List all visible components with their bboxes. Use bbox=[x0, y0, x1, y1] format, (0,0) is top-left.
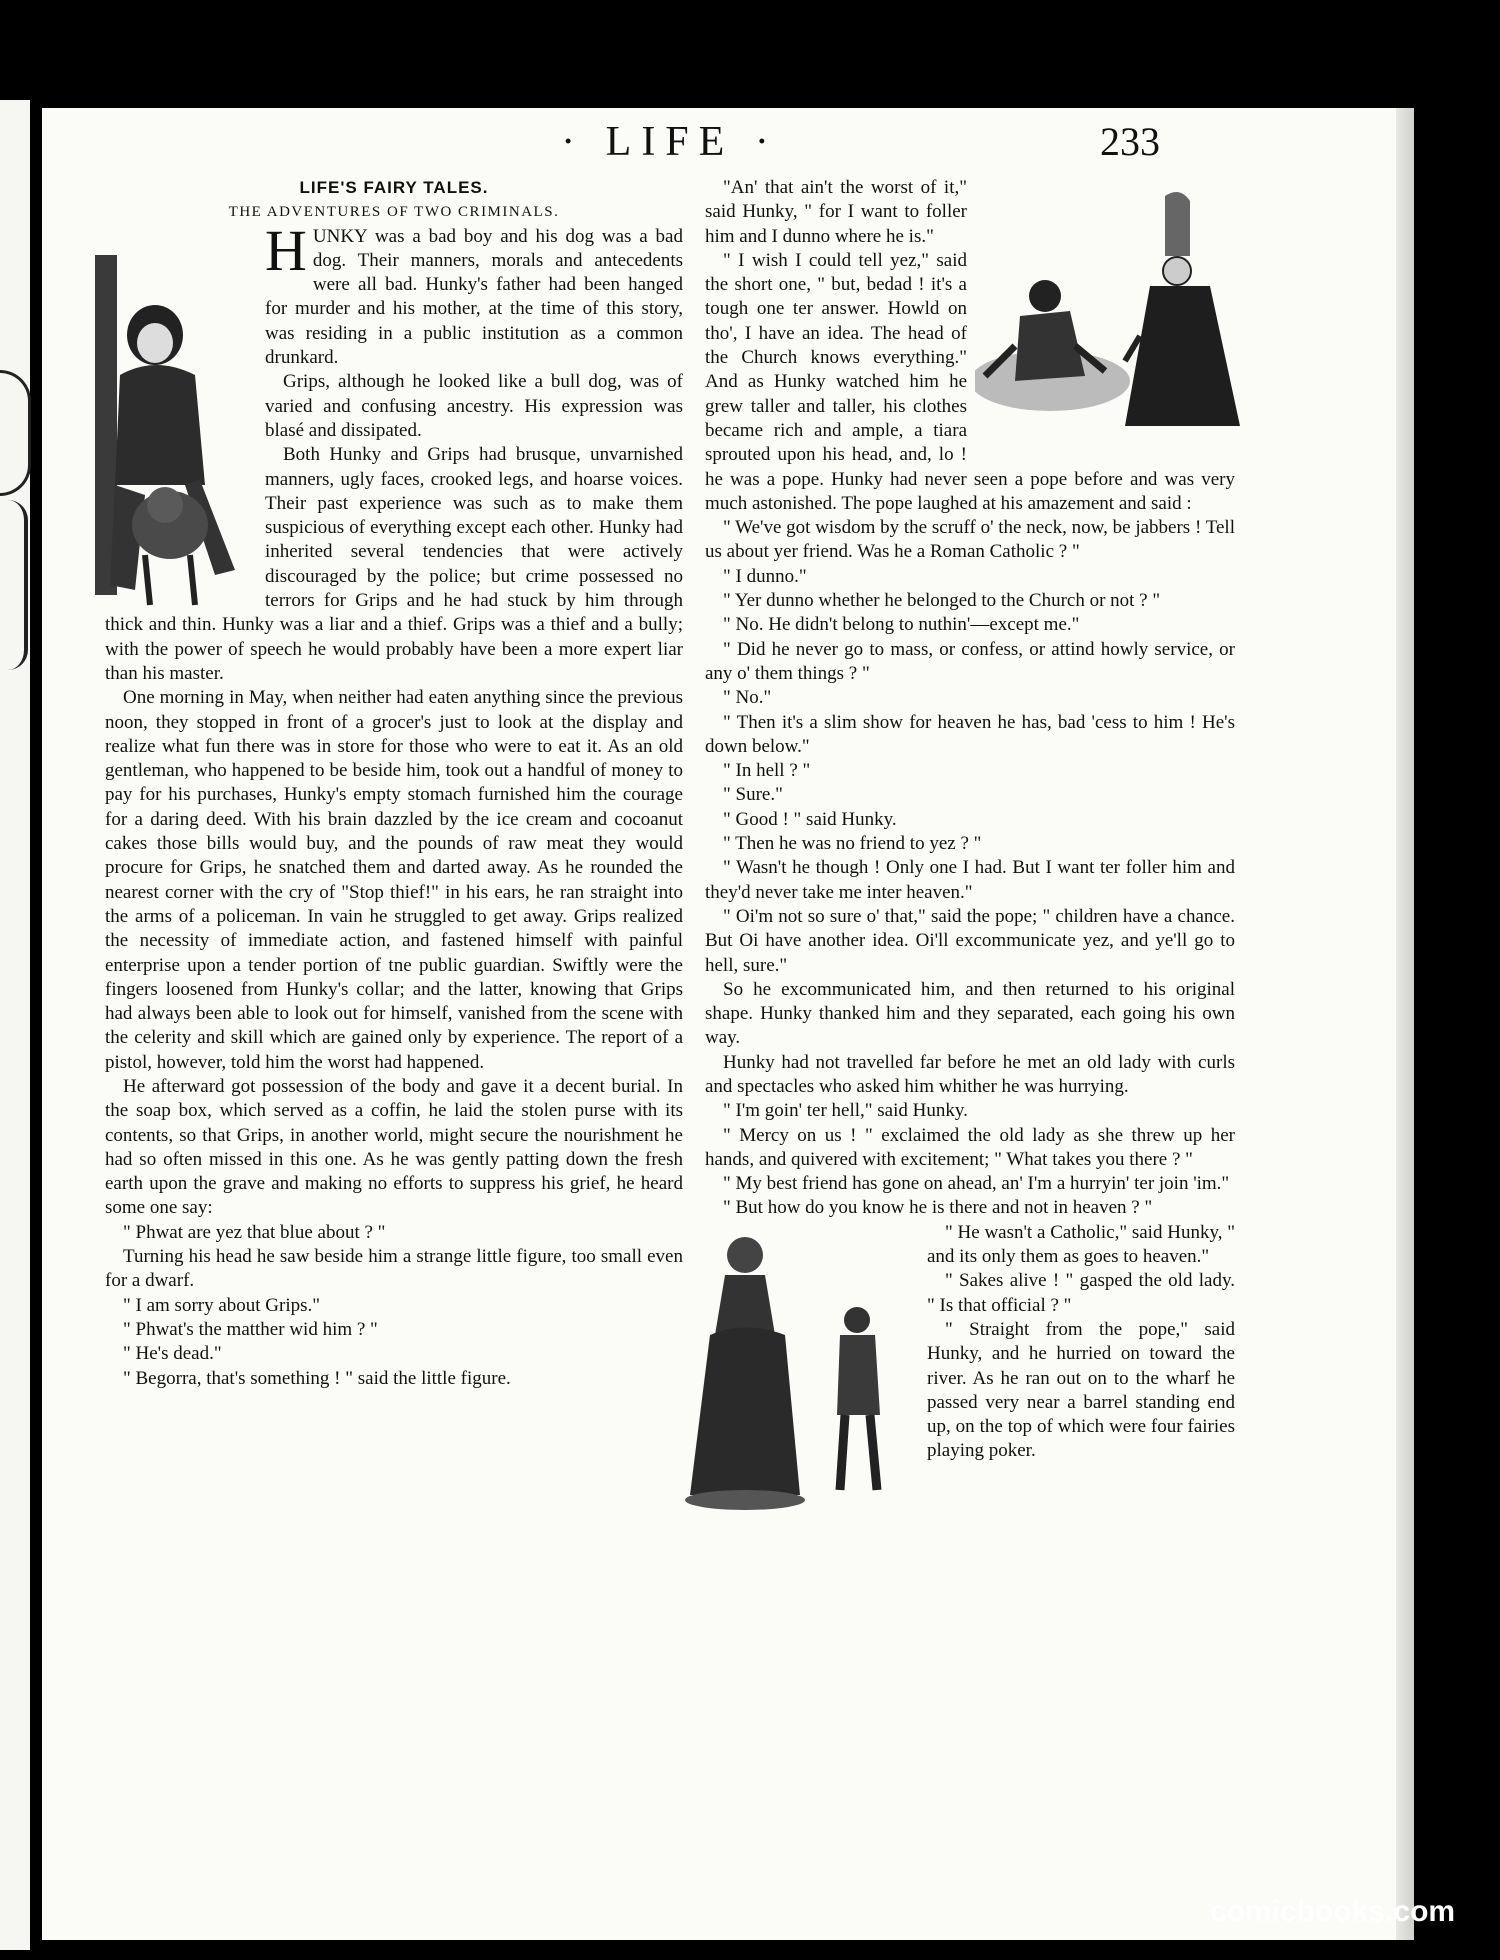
boy-and-pope-icon bbox=[975, 186, 1255, 456]
story-dialogue: " We've got wisdom by the scruff o' the neck, now, be jabbers ! Tell us about yer friend. Was he a Roman Catholic ? " bbox=[705, 517, 1235, 563]
story-paragraph: So he excommunicated him, and then returned to his original shape. Hunky thanked him and they separated, each going his own way. bbox=[705, 978, 1235, 1049]
story-dialogue: " I am sorry about Grips." bbox=[123, 1294, 321, 1316]
story-dialogue: " Did he never go to mass, or confess, or attind howly service, or any o' them things ? " bbox=[705, 638, 1235, 684]
column-right bbox=[705, 176, 1235, 1525]
watermark: comicbooks.com bbox=[1210, 1895, 1456, 1928]
story-dialogue: " My best friend has gone on ahead, an' I'm a hurryin' ter join 'im." bbox=[723, 1173, 1230, 1195]
story-paragraph: Both Hunky and Grips had brusque, unvarnished manners, ugly faces, crooked legs, and hoarse voices. Their past experience was such as to make them suspicious of everything except each other. Hunky had inherited several tendencies that were actively discouraged by the police; but crime possessed no terrors for Grips and he had stuck by him through thick and thin. Hunky was a liar and a thief. Grips was a thief and a bully; with the power of speech he would probably have been a more expert liar than his master. bbox=[105, 444, 683, 684]
story-dialogue: " Phwat are yez that blue about ? " bbox=[123, 1221, 386, 1243]
drop-cap: H bbox=[265, 217, 307, 283]
story-paragraph: Hunky had not travelled far before he met an old lady with curls and spectacles who asked him whither he was hurrying. bbox=[705, 1051, 1235, 1097]
ornament-flourish bbox=[0, 370, 31, 496]
story-dialogue: " He's dead." bbox=[123, 1343, 222, 1365]
paragraph-text: UNKY was a bad boy and his dog was a bad dog. Their manners, morals and antecedents were all bad. Hunky's father had been hanged for murder and his mother, at the time of this story, was residing in a public institution as a common drunkard. bbox=[265, 225, 683, 369]
story-dialogue: "An' that ain't the worst of it," said Hunky, " for I want to foller him and I dunno where he is." bbox=[705, 177, 967, 247]
story-dialogue: " Then he was no friend to yez ? " bbox=[723, 833, 982, 855]
story-dialogue: " Straight from the pope," said Hunky, and he hurried on toward the river. As he ran out on to the wharf he passed very near a barrel standing end up, on the top of which were four fairies playing poker. bbox=[927, 1318, 1235, 1462]
story-dialogue: " He wasn't a Catholic," said Hunky, " and its only them as goes to heaven." bbox=[927, 1221, 1235, 1268]
story-dialogue: " Mercy on us ! " exclaimed the old lady as she threw up her hands, and quivered with excitement; " What takes you there ? " bbox=[705, 1124, 1235, 1170]
story-paragraph: He afterward got possession of the body and gave it a decent burial. In the soap box, which served as a coffin, he laid the stolen purse with its contents, so that Grips, in another world, might secure the nourishment he had so often missed in this one. As he was gently patting down the fresh earth upon the grave and making no efforts to suppress his grief, he heard some one say: bbox=[105, 1075, 683, 1219]
story-dialogue: " Wasn't he though ! Only one I had. But I want ter foller him and they'd never take me inter heaven." bbox=[705, 857, 1235, 903]
story-dialogue: " Oi'm not so sure o' that," said the pope; " children have a chance. But Oi have another idea. Oi'll excommunicate yez, and ye'll go to hell, sure." bbox=[705, 905, 1235, 976]
story-paragraph: Grips, although he looked like a bull dog, was of varied and confusing ancestry. His expression was blasé and dissipated. bbox=[265, 371, 683, 441]
story-dialogue: " Begorra, that's something ! " said the little figure. bbox=[123, 1367, 511, 1389]
facing-page-edge bbox=[0, 100, 30, 1950]
story-dialogue: " Good ! " said Hunky. bbox=[723, 808, 897, 830]
boy-with-dog-icon bbox=[95, 225, 255, 611]
page-number: 233 bbox=[1100, 119, 1160, 164]
story-heading: LIFE'S FAIRY TALES. bbox=[299, 178, 489, 197]
story-dialogue: " Phwat's the matther wid him ? " bbox=[123, 1318, 378, 1340]
story-dialogue: " Yer dunno whether he belonged to the Church or not ? " bbox=[723, 590, 1161, 612]
story-subheading: THE ADVENTURES OF TWO CRIMINALS. bbox=[228, 204, 560, 221]
story-dialogue: " No." bbox=[723, 687, 772, 709]
column-left bbox=[105, 176, 683, 1391]
story-dialogue: " I wish I could tell yez," said the short one, " but, bedad ! it's a tough one ter answer. Howld on tho', I have an idea. The head of the Church knows everything." And as Hunky watched him he grew taller and taller, his clothes became rich and ample, a tiara sprouted upon his head, and, lo ! he was a pope. Hunky had never seen a pope before and was very much astonished. The pope laughed at his amazement and said : bbox=[705, 249, 1235, 514]
story-dialogue: " Sure." bbox=[723, 784, 783, 806]
old-lady-and-boy-icon bbox=[685, 1225, 915, 1525]
story-dialogue: " Sakes alive ! " gasped the old lady. " Is that official ? " bbox=[927, 1270, 1235, 1316]
illustration-old-lady-and-boy bbox=[685, 1225, 915, 1525]
story-dialogue: " No. He didn't belong to nuthin'—except me." bbox=[723, 614, 1080, 636]
story-dialogue: " But how do you know he is there and not in heaven ? " bbox=[723, 1197, 1153, 1219]
illustration-boy-with-dog bbox=[95, 225, 255, 611]
ornament-flourish bbox=[4, 500, 28, 670]
story-dialogue: " In hell ? " bbox=[723, 760, 811, 782]
story-dialogue: " I dunno." bbox=[723, 565, 807, 587]
page-spine-shadow bbox=[1396, 108, 1414, 1940]
story-dialogue: " Then it's a slim show for heaven he has, bad 'cess to him ! He's down below." bbox=[705, 711, 1235, 757]
illustration-boy-and-pope bbox=[975, 186, 1255, 456]
story-paragraph: One morning in May, when neither had eaten anything since the previous noon, they stopped in front of a grocer's just to look at the display and realize what fun there was in store for those who were to eat it. As an old gentleman, who happened to be beside him, took out a handful of money to pay for his purchases, Hunky's empty stomach furnished him the courage for a daring deed. With his brain dazzled by the ice cream and cocoanut cakes those bills would buy, and the pounds of raw meat they would procure for Grips, he snatched them and darted away. As he rounded the nearest corner with the cry of "Stop thief!" in his ears, he ran straight into the arms of a policeman. In vain he struggled to get away. Grips realized the necessity of immediate action, and fastened himself with painful enterprise upon a tender portion of tne public guardian. Swiftly were the fingers loosened from Hunky's collar; and the latter, knowing that Grips had always been able to look out for himself, vanished from the scene with the celerity and skill which are gained only by experience. The report of a pistol, however, told him the worst had happened. bbox=[105, 687, 683, 1073]
magazine-title: · LIFE · bbox=[561, 119, 779, 165]
story-dialogue: " I'm goin' ter hell," said Hunky. bbox=[723, 1100, 968, 1122]
story-paragraph: Turning his head he saw beside him a strange little figure, too small even for a dwarf. bbox=[105, 1246, 683, 1292]
